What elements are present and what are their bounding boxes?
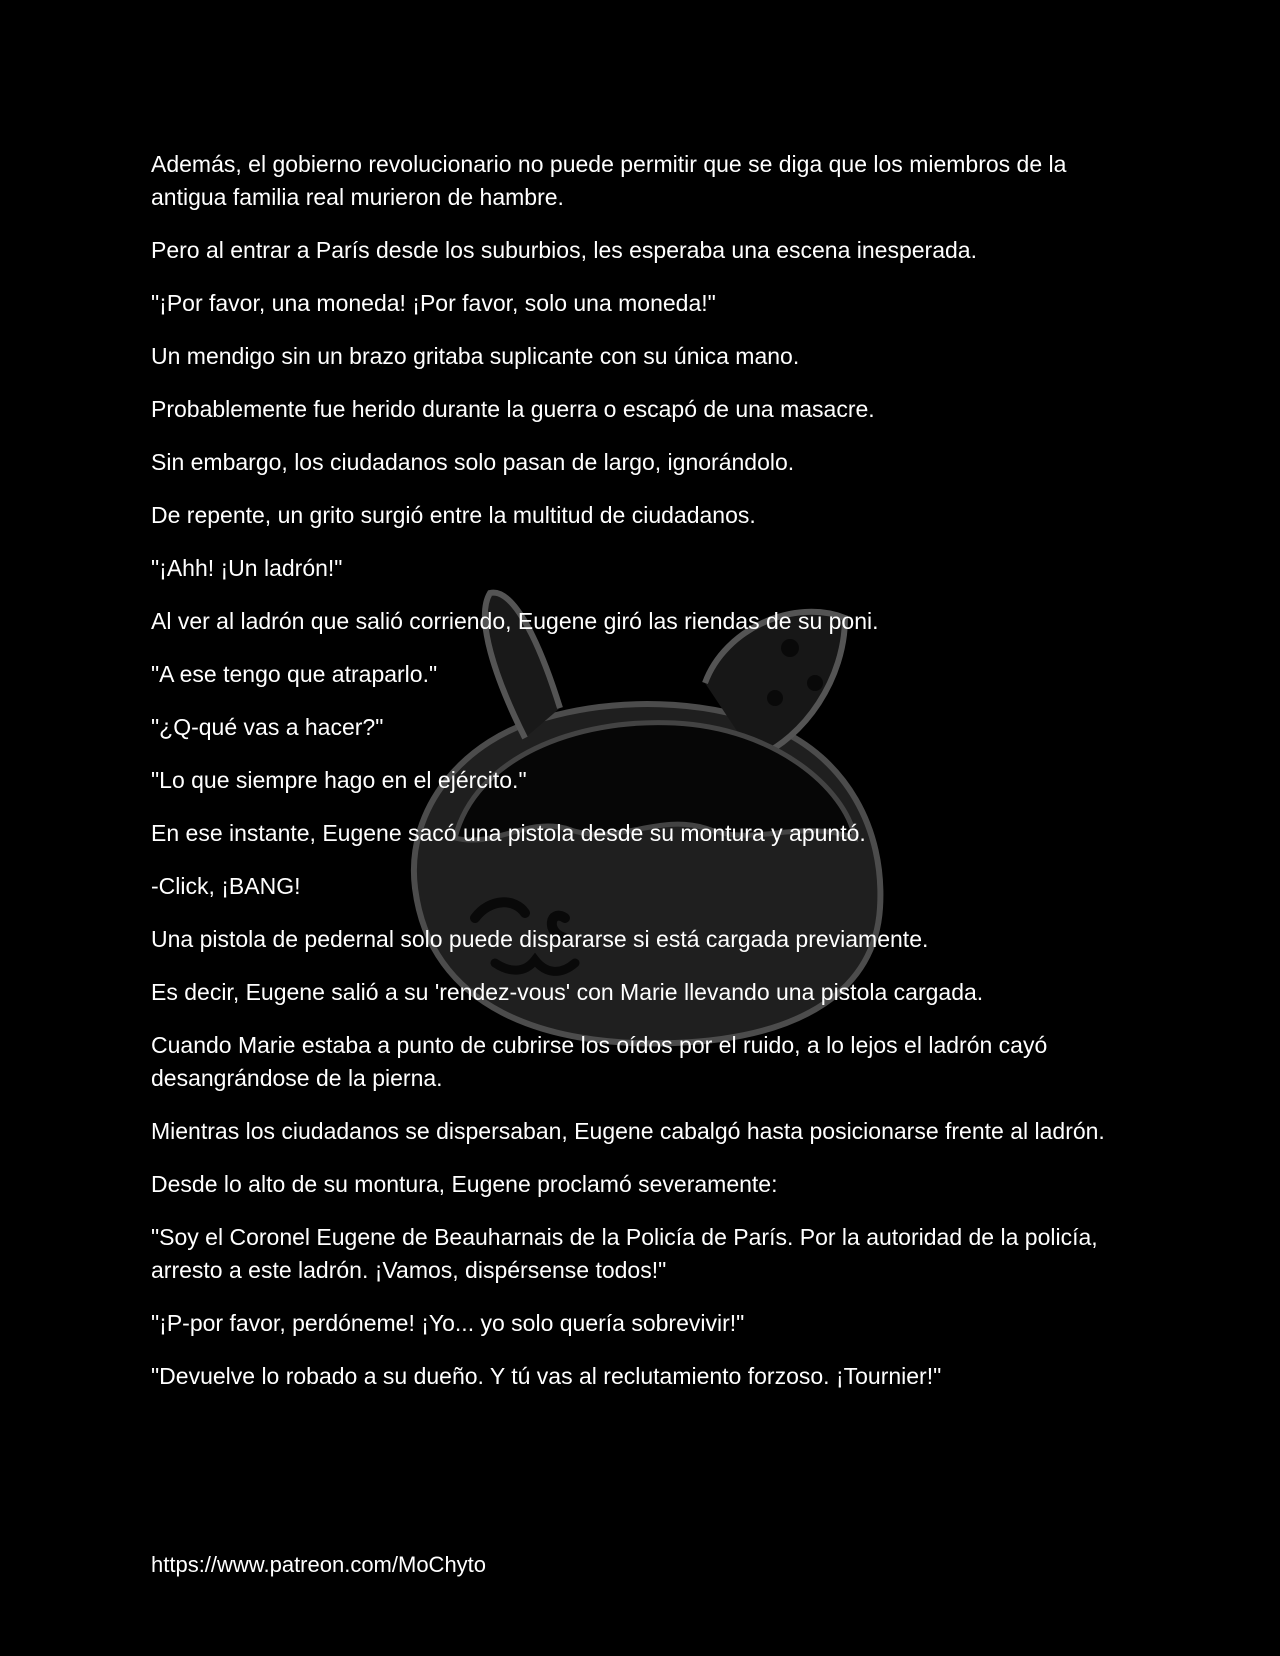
paragraph: Pero al entrar a París desde los suburbios, les esperaba una escena inesperada. bbox=[151, 237, 977, 263]
patreon-link[interactable]: https://www.patreon.com/MoChyto bbox=[151, 1552, 487, 1577]
paragraph: Al ver al ladrón que salió corriendo, Eugene giró las riendas de su poni. bbox=[151, 608, 879, 634]
paragraph: -Click, ¡BANG! bbox=[151, 873, 301, 899]
paragraph: En ese instante, Eugene sacó una pistola desde su montura y apuntó. bbox=[151, 820, 866, 846]
paragraph: Probablemente fue herido durante la guerra o escapó de una masacre. bbox=[151, 396, 875, 422]
paragraph: "¡Ahh! ¡Un ladrón!" bbox=[151, 555, 343, 581]
paragraph: "Lo que siempre hago en el ejército." bbox=[151, 767, 527, 793]
paragraph: Cuando Marie estaba a punto de cubrirse los oídos por el ruido, a lo lejos el ladrón cayó desangrándose de la pierna. bbox=[151, 1032, 1048, 1091]
paragraph: "Devuelve lo robado a su dueño. Y tú vas al reclutamiento forzoso. ¡Tournier!" bbox=[151, 1363, 942, 1389]
paragraph: De repente, un grito surgió entre la multitud de ciudadanos. bbox=[151, 502, 756, 528]
paragraph: "Soy el Coronel Eugene de Beauharnais de la Policía de París. Por la autoridad de la policía, arresto a este ladrón. ¡Vamos, dispérsense todos!" bbox=[151, 1224, 1098, 1283]
paragraph: "¿Q-qué vas a hacer?" bbox=[151, 714, 384, 740]
paragraph: Mientras los ciudadanos se dispersaban, Eugene cabalgó hasta posicionarse frente al ladrón. bbox=[151, 1118, 1105, 1144]
paragraph: Desde lo alto de su montura, Eugene proclamó severamente: bbox=[151, 1171, 778, 1197]
paragraph: "¡P-por favor, perdóneme! ¡Yo... yo solo quería sobrevivir!" bbox=[151, 1310, 745, 1336]
paragraph: "A ese tengo que atraparlo." bbox=[151, 661, 438, 687]
paragraph: Sin embargo, los ciudadanos solo pasan de largo, ignorándolo. bbox=[151, 449, 795, 475]
paragraph: Una pistola de pedernal solo puede dispararse si está cargada previamente. bbox=[151, 926, 929, 952]
paragraph: Además, el gobierno revolucionario no puede permitir que se diga que los miembros de la antigua familia real murieron de hambre. bbox=[151, 151, 1067, 210]
document-body bbox=[151, 148, 1141, 1413]
paragraph: "¡Por favor, una moneda! ¡Por favor, solo una moneda!" bbox=[151, 290, 716, 316]
paragraph: Un mendigo sin un brazo gritaba suplicante con su única mano. bbox=[151, 343, 800, 369]
paragraph: Es decir, Eugene salió a su 'rendez-vous' con Marie llevando una pistola cargada. bbox=[151, 979, 984, 1005]
